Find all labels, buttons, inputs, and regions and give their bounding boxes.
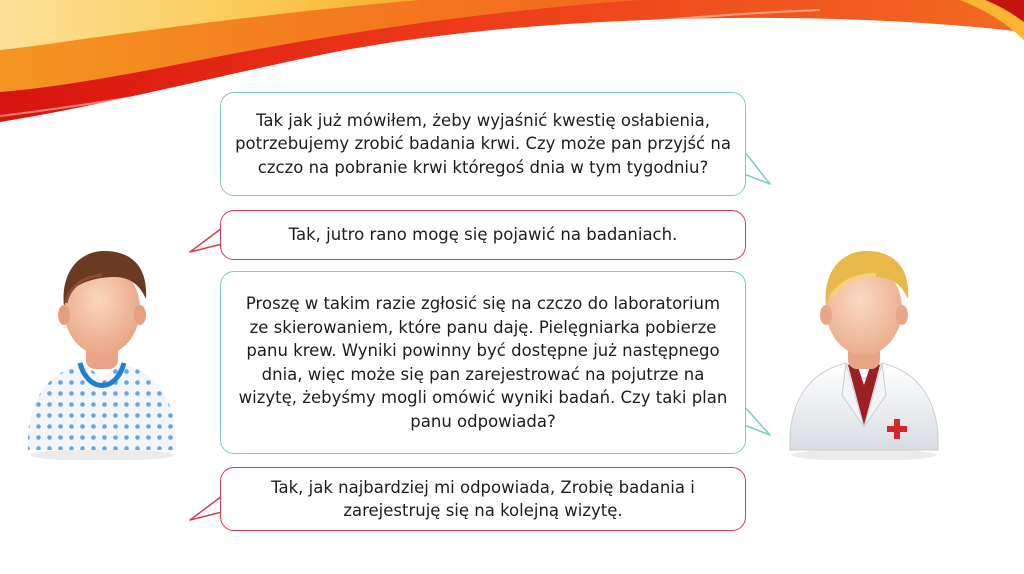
doctor-message: Proszę w takim razie zgłosić się na czczo do laboratorium ze skierowaniem, które panu daję. Pielęgniarka pobierze panu krew. Wyniki powinny być dostępne już następnego dnia, więc może się pan zarejestrować na pojutrze na wizytę, żebyśmy mogli omówić wyniki badań. Czy taki plan panu odpowiada?	[238, 294, 728, 431]
bubble-tail-patient-1	[188, 226, 224, 256]
doctor-message: Tak jak już mówiłem, żeby wyjaśnić kwestię osłabienia, potrzebujemy zrobić badania krwi. Czy może pan przyjść na czczo na pobranie krwi któregoś dnia w tym tygodniu?	[235, 110, 731, 177]
patient-message: Tak, jak najbardziej mi odpowiada, Zrobię badania i zarejestruję się na kolejną wizytę.	[271, 477, 695, 520]
doctor-speech-bubble	[220, 92, 746, 196]
bubble-tail-patient-2	[188, 494, 224, 524]
patient-message: Tak, jutro rano mogę się pojawić na badaniach.	[288, 225, 678, 245]
doctor-speech-bubble	[220, 271, 746, 454]
bubble-tail-doctor-1	[744, 150, 774, 190]
doctor-avatar	[784, 245, 944, 460]
patient-speech-bubble	[220, 467, 746, 531]
patient-speech-bubble	[220, 210, 746, 260]
bubble-tail-doctor-2	[744, 405, 774, 441]
patient-avatar	[22, 245, 182, 460]
